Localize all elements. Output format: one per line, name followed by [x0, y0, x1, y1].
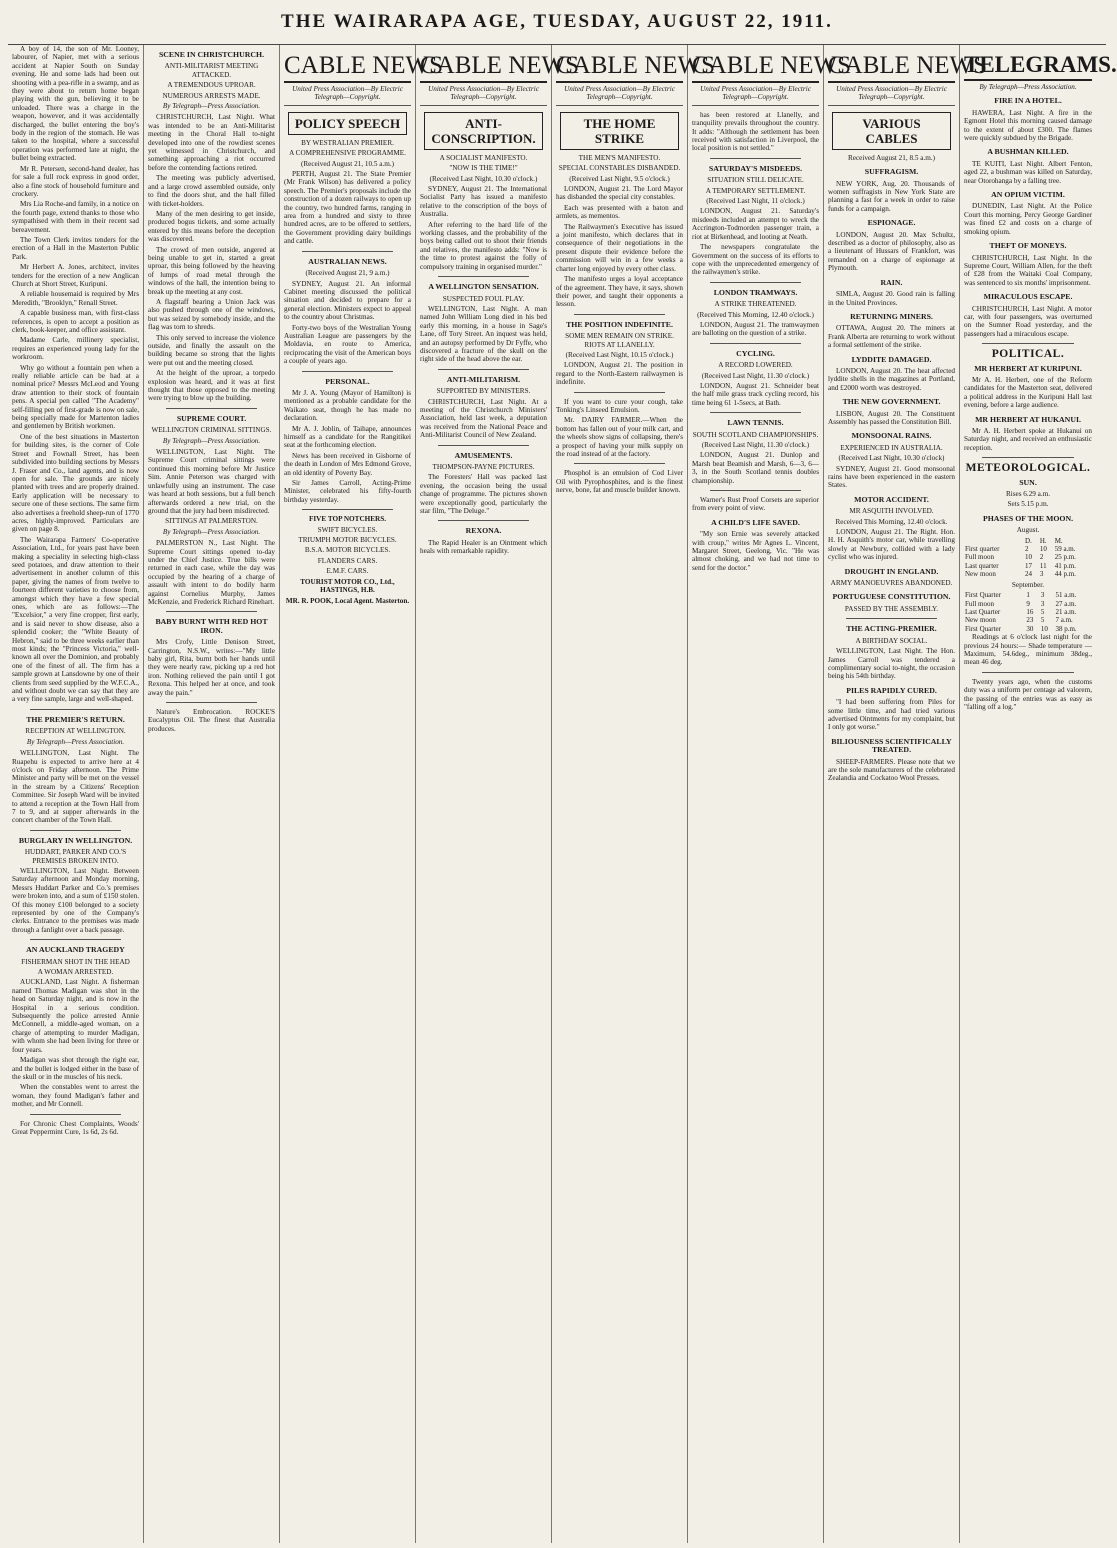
- received-time: (Received Last Night, 10.15 o'clock.): [565, 350, 674, 359]
- headline: SUN.: [1019, 477, 1037, 487]
- divider: [982, 343, 1074, 344]
- paragraph: WELLINGTON, Last Night. The Supreme Court criminal sittings were continued this morning before Mr Justice Sim. Annie Peterson was charged with unlawfully using an instrument. The case was heard at both sessions, but a full bench afterwards ordered a new trial, on the ground that the jury had been misdirected.: [148, 448, 275, 515]
- table-row: New moon 24 3 44 p.m.: [965, 570, 1076, 579]
- paragraph: PERTH, August 21. The State Premier (Mr Frank Wilson) has delivered a policy speech. The Premier's proposals include the construction of a dozen railways to open up the country, two hundred farms, ranging in area from a hundred and sixty to three hundred acres, are to be offered to settlers, the Government providing dairy buildings and cattle.: [284, 170, 411, 246]
- paragraph: HAWERA, Last Night. A fire in the Egmont Hotel this morning caused damage to the extent of about £300. The flames were quickly subdued by the Brigade.: [964, 108, 1092, 143]
- paragraph: LISBON, August 20. The Constituent Assembly has passed the Constitution Bill.: [828, 409, 955, 426]
- cable-news-banner: CABLE NEWS: [284, 51, 411, 83]
- masthead: THE WAIRARAPA AGE, TUESDAY, AUGUST 22, 1911.: [281, 11, 833, 32]
- divider: [438, 445, 529, 446]
- paragraph: "My son Ernie was severely attacked with croup," writes Mr Agnes L. Vincent, Margaret Street, Geelong, Vic. "He was almost choking, and we had not time to send for the doctor.": [692, 530, 819, 572]
- subheadline: SOME MEN REMAIN ON STRIKE. RIOTS AT LLANELLY.: [565, 332, 674, 349]
- cable-news-banner: CABLE NEWS: [692, 51, 819, 83]
- subheadline: A TEMPORARY SETTLEMENT.: [705, 186, 806, 195]
- subheadline: MR ASQUITH INVOLVED.: [849, 507, 934, 516]
- subheadline: FISHERMAN SHOT IN THE HEAD: [21, 957, 130, 966]
- received-time: Received August 21, 8.5 a.m.): [847, 153, 936, 162]
- headline: ESPIONAGE.: [867, 218, 916, 228]
- headline: THEFT OF MONEYS.: [989, 241, 1067, 251]
- subheadline: EXPERIENCED IN AUSTRALIA.: [840, 443, 943, 452]
- paragraph: If you want to cure your cough, take Tonking's Linseed Emulsion.: [556, 397, 683, 414]
- headline: THE ACTING-PREMIER.: [846, 624, 937, 634]
- received-time: (Received Last Night, 10.30 o'clock.): [429, 174, 538, 183]
- paragraph: At the height of the uproar, a torpedo explosion was heard, and it was at first thought that those opposed to the meeting were trying to blow up the building.: [148, 369, 275, 403]
- paragraph: Twenty years ago, when the customs duty was a uniform per centage ad valorem, the passing of the entries was as easy as "falling off a log.": [964, 677, 1092, 711]
- paragraph: A capable business man, with first-class references, is open to accept a position as clerk, book-keeper, and office assistant.: [12, 309, 139, 334]
- paragraph: After referring to the hard life of the working classes, and the probability of the boys being called out to shoot their friends and relatives, the manifesto adds: "Now is the time to protest against the folly of compulsory training in organised murder.": [420, 220, 547, 271]
- boxed-headline: POLICY SPEECH: [288, 112, 407, 135]
- paragraph: Why go without a fountain pen when a really reliable article can be had at a nominal price? Messrs McLeod and Young draw attention to their stock of fountain pens. A special pen called "The Academy" self-filling pen of first-grade is now on sale, being specially made for Martenton ladies and gentlemen by British workmen.: [12, 363, 139, 431]
- paragraph: Madigan was shot through the right ear, and the bullet is lodged either in the base of the skull or in the muscles of his neck.: [12, 1056, 139, 1081]
- paragraph: LONDON, August 21. Saturday's misdeeds included an attempt to wreck the Accrington-Todmorden passenger train, a riot at Birkenhead, and looting at Neath.: [692, 207, 819, 241]
- paragraph: LONDON, August 21. The tramwaymen are balloting on the question of a strike.: [692, 320, 819, 338]
- headline: MONSOONAL RAINS.: [851, 431, 932, 441]
- paragraph: Many of the men desiring to get inside, produced bogus tickets, and some actually entered by this means before the deception was discovered.: [148, 209, 275, 244]
- headline: PHASES OF THE MOON.: [982, 513, 1074, 523]
- paragraph: SYDNEY, August 21. The International Socialist Party has issued a manifesto relative to the conscription of the boys of Australia.: [420, 185, 547, 219]
- table-row: New moon 23 5 7 a.m.: [965, 616, 1073, 625]
- headline: SCENE IN CHRISTCHURCH.: [158, 50, 265, 59]
- table-row: Last quarter 17 11 41 p.m.: [965, 561, 1076, 570]
- paragraph: Mrs Crofy, Little Denison Street, Carrington, N.S.W., writes:—"My little baby girl, Rita, burnt both her hands until they were nearly raw, picking up a red hot iron. Nothing relieved the pain until I got Rexona. This helped her at once, and took away the pain.": [148, 638, 275, 697]
- paragraph: LONDON, August 21. Dunlop and Marsh beat Beamish and Marsh, 6—3, 6—3, in the South Scotland tennis doubles championship.: [692, 451, 819, 485]
- advertisement-heading: FIVE TOP NOTCHERS.: [308, 515, 387, 524]
- headline: AUSTRALIAN NEWS.: [308, 256, 387, 266]
- divider: [302, 371, 393, 372]
- credit-line: United Press Association—By Electric Telegraph—Copyright.: [828, 85, 955, 106]
- paragraph: Readings at 6 o'clock last night for the previous 24 hours:— Shade temperature — Maximum, 54.6deg., minimum 38deg., mean 46 deg.: [964, 633, 1092, 667]
- headline: AN OPIUM VICTIM.: [991, 190, 1065, 200]
- moon-phase-table: [964, 591, 1092, 633]
- received-time: (Received Last Night, 11 o'clock.): [706, 197, 805, 206]
- subheadline: SPECIAL CONSTABLES DISBANDED.: [558, 164, 681, 173]
- paragraph: Mr A. H. Herbert spoke at Hukanui on Saturday night, and received an enthusiastic reception.: [964, 427, 1092, 452]
- subheadline: SOUTH SCOTLAND CHAMPIONSHIPS.: [692, 430, 819, 439]
- headline: PERSONAL.: [325, 376, 370, 386]
- paragraph: The crowd of men outside, angered at being unable to get in, started a great uproar, this being followed by the heaving of lumps of road metal through the windows of the hall, the intention being to break up the meeting at any cost.: [148, 245, 275, 296]
- subheadline: HUDDART, PARKER AND CO.'S PREMISES BROKEN INTO.: [24, 848, 127, 865]
- headline: ANTI-MILITARISM.: [446, 374, 521, 384]
- subheadline: SITUATION STILL DELICATE.: [707, 176, 804, 185]
- paragraph: The newspapers congratulate the Government on the success of its efforts to cope with the unprecedented emergency of the railwaymen's strike.: [692, 243, 819, 277]
- divider: [166, 702, 257, 703]
- column-8: [960, 45, 1117, 1543]
- paragraph: A boy of 14, the son of Mr. Looney, labourer, of Napier, met with a serious accident at Napier South on Sunday evening. He and some lads had been out shooting with a pea-rifle in a swamp, and as they were about to return home began playing with the gun, believing it to be unloaded. There was a charge in the weapon, however, and it was accidentally discharged, the bullet entering the boy's body in the region of the stomach. He was taken to the hospital, where a successful operation was performed late at night, the bullet being extracted.: [12, 45, 139, 163]
- divider: [710, 282, 801, 283]
- advertisement: Warner's Rust Proof Corsets are superior from every point of view.: [692, 496, 819, 513]
- subheadline: BY WESTRALIAN PREMIER.: [301, 138, 394, 147]
- newspaper-page: [8, 44, 1117, 1543]
- column-7: [824, 45, 988, 1543]
- table-row: First Quarter 30 10 38 p.m.: [965, 624, 1077, 633]
- headline: CYCLING.: [736, 348, 775, 358]
- divider: [710, 490, 801, 491]
- paragraph: A flagstaff bearing a Union Jack was also pushed through one of the windows, but was seized by somebody inside, and the flag was torn to shreds.: [148, 297, 275, 332]
- paragraph: CHRISTCHURCH, Last Night. In the Supreme Court, William Allen, for the theft of £28 from the Waitaki Coal Company, was sentenced to six months' imprisonment.: [964, 253, 1092, 287]
- boxed-headline: ANTI-CONSCRIPTION.: [424, 112, 543, 150]
- paragraph: SYDNEY, August 21. Good monsoonal rains have been experienced in the eastern States.: [828, 464, 955, 490]
- headline: A WELLINGTON SENSATION.: [428, 282, 539, 292]
- subheadline: A WOMAN ARRESTED.: [37, 968, 114, 977]
- paragraph: LONDON, August 21. The Right. Hon. H. H. Asquith's motor car, while travelling slowly at Newbury, collided with a lady cyclist who was injured.: [828, 528, 955, 562]
- subheadline: RECEPTION AT WELLINGTON.: [25, 727, 126, 736]
- received-time: Received This Morning, 12.40 o'clock.: [835, 517, 948, 526]
- credit-line: United Press Association—By Electric Telegraph—Copyright.: [284, 85, 411, 106]
- headline: MR HERBERT AT HUKANUI.: [975, 414, 1081, 424]
- credit-line: United Press Association—By Electric Telegraph—Copyright.: [556, 85, 683, 106]
- headline: MOTOR ACCIDENT.: [854, 494, 929, 504]
- divider: [438, 520, 529, 521]
- advertisement-line: SWIFT BICYCLES.: [317, 525, 378, 534]
- headline: AMUSEMENTS.: [454, 450, 513, 460]
- headline: LAWN TENNIS.: [727, 418, 784, 428]
- received-time: (Received Last Night, 11.30 o'clock.): [701, 371, 810, 380]
- column-5: [552, 45, 716, 1543]
- paragraph: Sir James Carroll, Acting-Prime Minister, celebrated his fifty-fourth birthday yesterday.: [284, 479, 411, 504]
- paragraph: Mr R. Petersen, second-hand dealer, has for sale a full rock express in good order, also a fine stock of household furniture and crockery.: [12, 164, 139, 198]
- headline: MR HERBERT AT KURIPUNI.: [974, 363, 1082, 373]
- paragraph: The meeting was publicly advertised, and a large crowd assembled outside, only to find the doors shut, and the hall filled with ticket-holders.: [148, 174, 275, 208]
- advertisement-line: FLANDERS CARS.: [317, 556, 378, 565]
- divider: [30, 709, 121, 710]
- credit-line: By Telegraph—Press Association.: [162, 527, 261, 536]
- credit-line: By Telegraph—Press Association.: [162, 102, 261, 111]
- credit-line: By Telegraph—Press Association.: [979, 83, 1077, 91]
- subheadline: ANTI-MILITARIST MEETING ATTACKED.: [164, 62, 259, 79]
- received-time: (Received This Morning, 12.40 o'clock.): [697, 310, 814, 319]
- advertisement-line: B.S.A. MOTOR BICYCLES.: [304, 546, 391, 555]
- headline: A CHILD'S LIFE SAVED.: [711, 517, 800, 527]
- table-header: H.: [1039, 536, 1047, 545]
- headline: DROUGHT IN ENGLAND.: [844, 566, 939, 576]
- paragraph: LONDON, August 20. The heat affected lyddite shells in the magazines at Portland, and £2000 worth was destroyed.: [828, 366, 955, 392]
- boxed-headline: VARIOUS CABLES: [832, 112, 951, 150]
- section-title: METEOROLOGICAL.: [965, 462, 1091, 475]
- table-row: Full moon 10 2 25 p.m.: [965, 553, 1076, 562]
- divider: [710, 343, 801, 344]
- paragraph: Mr A. H. Herbert, one of the Reform candidates for the Masterton seat, delivered a political address in the Kuripuni Hall last evening, before a large audience.: [964, 375, 1092, 410]
- table-row: First Quarter 1 3 51 a.m.: [965, 591, 1077, 600]
- credit-line: By Telegraph—Press Association.: [26, 737, 125, 746]
- paragraph: Mr. DAIRY FARMER.—When the bottom has fallen out of your milk cart, and the wheels show signs of collapsing, there's a prospect of having your milk supply on the road instead of at the factory.: [556, 416, 683, 458]
- divider: [574, 314, 665, 315]
- advertisement-line: TOURIST MOTOR CO., Ltd., HASTINGS, H.B.: [300, 577, 395, 595]
- divider: [982, 672, 1074, 673]
- subheadline: NUMEROUS ARRESTS MADE.: [162, 91, 261, 100]
- subheadline: A STRIKE THREATENED.: [714, 300, 797, 309]
- paragraph: Madame Carle, millinery specialist, requires an experienced young lady for the workroom.: [12, 336, 139, 362]
- paragraph: SYDNEY, August 21. An informal Cabinet meeting discussed the political situation and decided to prepare for a general election. Ministers expect to appeal to the country about Christmas.: [284, 279, 411, 322]
- credit-line: By Telegraph—Press Association.: [162, 436, 261, 445]
- paragraph: LONDON, August 21. The Lord Mayor has disbanded the special city constables.: [556, 185, 683, 202]
- divider: [30, 939, 121, 940]
- divider: [166, 408, 257, 409]
- paragraph: CHRISTCHURCH, Last Night. At a meeting of the Christchurch Ministers' Association, held last week, a deputation was received from the National Peace and Anti-Militarist Council of New Zealand.: [420, 397, 547, 440]
- paragraph: Forty-two boys of the Westralian Young Australian League are passengers by the Moldavia, en route to America, reciprocating the visit of the American boys a couple of years ago.: [284, 323, 411, 366]
- headline: BURGLARY IN WELLINGTON.: [18, 835, 133, 845]
- headline: LONDON TRAMWAYS.: [713, 287, 798, 297]
- advertisement-line: MR. R. POOK, Local Agent. Masterton.: [285, 596, 410, 605]
- headline: THE POSITION INDEFINITE.: [566, 319, 673, 329]
- headline: THE NEW GOVERNMENT.: [842, 397, 941, 407]
- table-row: Last Quarter 16 5 21 a.m.: [965, 607, 1077, 616]
- paragraph: Mr A. J. Joblin, of Taihape, announces himself as a candidate for the Rangitikei seat at the forthcoming election.: [284, 424, 411, 450]
- paragraph: CHRISTCHURCH, Last Night. A motor car, with four passengers, was overturned on the Sumner Road yesterday, and the passengers had a miraculous escape.: [964, 304, 1092, 338]
- subheadline: A COMPREHENSIVE PROGRAMME.: [289, 149, 406, 158]
- divider: [166, 611, 257, 612]
- column-2: [144, 45, 280, 1543]
- paragraph: The Rapid Healer is an Ointment which heals with remarkable rapidity.: [420, 538, 547, 556]
- divider: [30, 1114, 121, 1115]
- advertisement: Phosphol is an emulsion of Cod Liver Oil with Pyrophosphites, and is the finest nerve, bone, fat and muscle builder known.: [556, 469, 683, 495]
- subheadline: WELLINGTON CRIMINAL SITTINGS.: [151, 426, 272, 435]
- table-row: Full moon 9 3 27 a.m.: [965, 599, 1077, 608]
- headline: PILES RAPIDLY CURED.: [846, 685, 937, 695]
- divider: [710, 412, 801, 413]
- paragraph: CHRISTCHURCH, Last Night. What was intended to be an Anti-Militarist meeting in the Choral Hall to-night developed into one of the rowdiest scenes yet witnessed in Christchurch, and something approaching a riot occurred before the contending factions retired.: [148, 113, 275, 172]
- table-header: D.: [1025, 536, 1032, 545]
- headline: SUPREME COURT.: [176, 413, 247, 423]
- headline: MIRACULOUS ESCAPE.: [983, 292, 1073, 302]
- sunrise: Rises 6.29 a.m.: [1005, 490, 1051, 499]
- paragraph: has been restored at Llanelly, and tranquility prevails throughout the country. It adds: "Although the settlement has been received with satisfaction in Liverpool, the local position is not settled.": [692, 110, 819, 153]
- subheadline: THOMPSON-PAYNE PICTURES.: [432, 463, 535, 471]
- cable-news-banner: CABLE NEWS: [828, 51, 955, 83]
- advertisement: Nature's Embrocation. ROCKE'S Eucalyptus Oil. The finest that Australia produces.: [148, 708, 275, 733]
- paragraph: LONDON, August 21. Schneider beat the half mile grass track cycling record, his time being 61 1-5secs, at Bath.: [692, 381, 819, 407]
- paragraph: LONDON, August 20. Max Schultz, described as a doctor of philosophy, also as a lieutenant of Hussars of Frankfort, was remanded on a charge of espionage at Plymouth.: [828, 230, 955, 273]
- divider: [982, 457, 1074, 458]
- subheadline: ARMY MANOEUVRES ABANDONED.: [830, 579, 953, 588]
- subheadline: SUSPECTED FOUL PLAY.: [442, 294, 525, 303]
- headline: FIRE IN A HOTEL.: [994, 96, 1062, 106]
- subheadline: SITTINGS AT PALMERSTON.: [165, 517, 258, 526]
- paragraph: This only served to increase the violence outside, and finally the assault on the building became so strong that the lights were put out and the meeting closed.: [148, 333, 275, 367]
- received-time: (Received Last Night, 9.5 o'clock.): [569, 174, 670, 183]
- credit-line: United Press Association—By Electric Telegraph—Copyright.: [420, 85, 547, 106]
- month-label: September.: [1011, 580, 1045, 589]
- divider: [438, 276, 529, 277]
- subheadline: A RECORD LOWERED.: [718, 361, 793, 370]
- paragraph: Each was presented with a baton and armlets, as mementos.: [556, 203, 683, 221]
- table-header: M.: [1054, 536, 1063, 545]
- telegrams-banner: TELEGRAMS.: [964, 51, 1092, 81]
- paragraph: The Wairarapa Farmers' Co-operative Association, Ltd., for years past have been making a speciality in selecting high-class seed potatoes, and draw attention to their advertisement in another column of this paper, giving the names of from twelve to fourteen different varieties to choose from, amongst which they have a few special ones, which are as follows:—The "Excelsior," a very fine cropper, first early, and is said never to show disease, also a splendid cooker; the "White Beauty of Hebron," said to be three weeks earlier than most kinds; the "Princess Victoria," well-known all over the Dominion, and probably one of the finest of all. The firm has a sample grown at Lansdowne by one of their clients from seed supplied by the W.F.C.A., and without doubt we can say that they are a very fine sample, large and well-shaped.: [12, 535, 139, 704]
- paragraph: LONDON, August 21. The position in regard to the North-Eastern railwaymen is indefinite.: [556, 361, 683, 387]
- paragraph: The Town Clerk invites tenders for the erection of a Hall in the Masterton Public Park.: [12, 235, 139, 261]
- headline: REXONA.: [465, 526, 502, 536]
- paragraph: SHEEP-FARMERS. Please note that we are the sole manufacturers of the celebrated Zealandia and Cockatoo Wool Presses.: [828, 757, 955, 783]
- paragraph: WELLINGTON, Last Night. Between Saturday afternoon and Monday morning, Messrs Huddart Parker and Co.'s premises were broken into, and a sum of £150 stolen. Of this money £100 belonged to a society represented by one of the Company's clerks. Entrance to the premises was made through a fanlight over a back passage.: [12, 866, 139, 934]
- advertisement-line: E.M.F. CARS.: [326, 567, 369, 576]
- cable-news-banner: CABLE NEWS: [420, 51, 547, 83]
- paragraph: One of the best situations in Masterton for building sites, is the corner of Cole Street and Fownall Street, has been subdivided into building sections by Messrs J. Fraser and Co., land agents, and is now open for sale. The grounds are nicely planted with trees and are properly drained. Early application will be necessary to secure one of these sections. The same firm also advertises a freehold sheep-run of 1770 acres, highly-improved. Particulars are given on page 8.: [12, 432, 139, 534]
- paragraph: SIMLA, August 20. Good rain is falling in the United Provinces.: [828, 290, 955, 307]
- cable-news-banner: CABLE NEWS: [556, 51, 683, 83]
- paragraph: WELLINGTON, Last Night. A man named John William Long died in his bed early this morning, in a house in Sage's Lane, off Tory Street. An inquest was held, and an autopsy performed by Dr Fyffe, who discovered a fracture of the skull on the right side of the head above the ear.: [420, 304, 547, 364]
- headline: AN AUCKLAND TRAGEDY: [26, 945, 125, 955]
- moon-phase-table: [964, 537, 1092, 579]
- paragraph: "I had been suffering from Piles for some little time, and had tried various advertised Ointments for my complaint, but I only got worse.": [828, 698, 955, 732]
- headline: SATURDAY'S MISDEEDS.: [708, 163, 803, 173]
- subheadline: PASSED BY THE ASSEMBLY.: [844, 604, 939, 613]
- divider: [710, 158, 801, 159]
- sunset: Sets 5.15 p.m.: [1007, 500, 1049, 509]
- subheadline: "NOW IS THE TIME!": [449, 164, 518, 173]
- paragraph: Mrs Lia Roche-and family, in a notice on the fourth page, extend thanks to those who sympathised with them in their recent sad bereavement.: [12, 200, 139, 234]
- table-row: First quarter 2 10 59 a.m.: [965, 545, 1076, 554]
- paragraph: When the constables went to arrest the woman, they found Madigan's father and mother, and Mr Connell.: [12, 1083, 139, 1109]
- received-time: (Received August 21, 9 a.m.): [305, 269, 390, 278]
- paragraph: Mr Herbert A. Jones, architect, invites tenders for the erection of a new Anglican Church at Short Street, Kuripuni.: [12, 263, 139, 288]
- boxed-headline: THE HOME STRIKE: [560, 112, 679, 150]
- headline: THE PREMIER'S RETURN.: [26, 714, 125, 724]
- divider: [438, 369, 529, 370]
- divider: [30, 830, 121, 831]
- divider: [302, 251, 393, 252]
- headline: A BUSHMAN KILLED.: [987, 147, 1069, 157]
- divider: [846, 618, 937, 619]
- headline: SUFFRAGISM.: [864, 167, 919, 177]
- subheadline: A BIRTHDAY SOCIAL.: [855, 636, 928, 645]
- column-1: [8, 45, 144, 1543]
- subheadline: A TREMENDOUS UPROAR.: [167, 81, 256, 90]
- subheadline: THE MEN'S MANIFESTO.: [578, 153, 661, 162]
- section-title: POLITICAL.: [991, 348, 1065, 361]
- headline: RAIN.: [880, 277, 903, 287]
- paragraph: The Railwaymen's Executive has issued a joint manifesto, which declares that in consequence of their negotiations in the present dispute their evidence before the commission will win in a few weeks a charter long enjoyed by every other class.: [556, 222, 683, 273]
- column-4: [416, 45, 580, 1543]
- paragraph: DUNEDIN, Last Night. At the Police Court this morning, Percy George Gardiner was fined £2 and costs on a charge of smoking opium.: [964, 202, 1092, 236]
- paragraph: TE KUITI, Last Night. Albert Fenton, aged 22, a bushman was killed on Saturday, near Otorohanga by a falling tree.: [964, 159, 1092, 185]
- subheadline: A SOCIALIST MANIFESTO.: [439, 153, 528, 162]
- credit-line: United Press Association—By Electric Telegraph—Copyright.: [692, 85, 819, 106]
- column-3: [280, 45, 444, 1543]
- headline: BABY BURNT WITH RED HOT IRON.: [155, 617, 268, 635]
- advertisement: For Chronic Chest Complaints, Woods' Great Peppermint Cure, 1s 6d, 2s 6d.: [12, 1119, 139, 1136]
- paragraph: WELLINGTON, Last Night. The Hon. James Carroll was tendered a complimentary social to-night, the occasion being his 54th birthday.: [828, 647, 955, 681]
- paragraph: The manifesto urges a loyal acceptance of the agreement. They have, it says, shown their power, and taught their opponents a lesson.: [556, 275, 683, 309]
- divider: [574, 392, 665, 393]
- paragraph: Mr J. A. Young (Mayor of Hamilton) is mentioned as a probable candidate for the Waikato seat, though he has made no declaration.: [284, 388, 411, 423]
- headline: PORTUGUESE CONSTITUTION.: [832, 592, 951, 602]
- paragraph: News has been received in Gisborne of the death in London of Mrs Edmond Grove, an old identity of Poverty Bay.: [284, 451, 411, 477]
- headline: BILIOUSNESS SCIENTIFICALLY TREATED.: [831, 736, 952, 755]
- paragraph: WELLINGTON, Last Night. The Ruapehu is expected to arrive here at 4 o'clock on Friday afternoon. The Prime Minister and party will be met on the vessel in the stream by a Citizens' Reception Committee. Sir Joseph Ward will be invited to attend a reception at the Town Hall from 7 to 9, and at supper afterwards in the concert chamber of the Town Hall.: [12, 749, 139, 825]
- divider: [574, 463, 665, 464]
- headline: RETURNING MINERS.: [850, 311, 933, 321]
- advertisement-line: TRIUMPH MOTOR BICYCLES.: [298, 536, 397, 545]
- headline: LYDDITE DAMAGED.: [851, 354, 932, 364]
- paragraph: A reliable housemaid is required by Mrs Meredith, "Brooklyn," Renall Street.: [12, 290, 139, 307]
- paragraph: The Foresters' Hall was packed last evening, the occasion being the usual change of programme. The pictures shown were exceptionally good, particularly the star film, "The Deluge.": [420, 473, 547, 516]
- received-time: (Received August 21, 10.5 a.m.): [300, 159, 395, 168]
- divider: [302, 509, 393, 510]
- table-header-row: [964, 537, 1092, 545]
- paragraph: PALMERSTON N., Last Night. The Supreme Court sittings opened to-day under the Chief Justice. True bills were returned in each case, while the day was occupied by the hearing of a charge of assault with intent to do bodily harm against Cornelius Murphy, James McKenzie, and Frederick Richard Rinehart.: [148, 539, 275, 606]
- paragraph: OTTAWA, August 20. The miners at Frank Alberta are returning to work without a formal settlement of the strike.: [828, 324, 955, 350]
- received-time: (Received Last Night, 10.30 o'clock): [838, 454, 945, 463]
- month-label: August.: [1016, 526, 1040, 535]
- column-6: [688, 45, 852, 1543]
- paragraph: NEW YORK, Aug. 20. Thousands of women suffragists in New York State are planning a fast for a week in order to raise funds for a campaign.: [828, 179, 955, 213]
- received-time: (Received Last Night, 11.30 o'clock.): [701, 441, 810, 449]
- paragraph: AUCKLAND, Last Night. A fisherman named Thomas Madigan was shot in the head on Saturday night, and is now in the Hospital in a serious condition. Subsequently the police arrested Annie McConnell, a middle-aged woman, on a charge of attempting to murder Madigan, with whom she had been living for three or four years.: [12, 978, 139, 1054]
- subheadline: SUPPORTED BY MINISTERS.: [436, 387, 531, 396]
